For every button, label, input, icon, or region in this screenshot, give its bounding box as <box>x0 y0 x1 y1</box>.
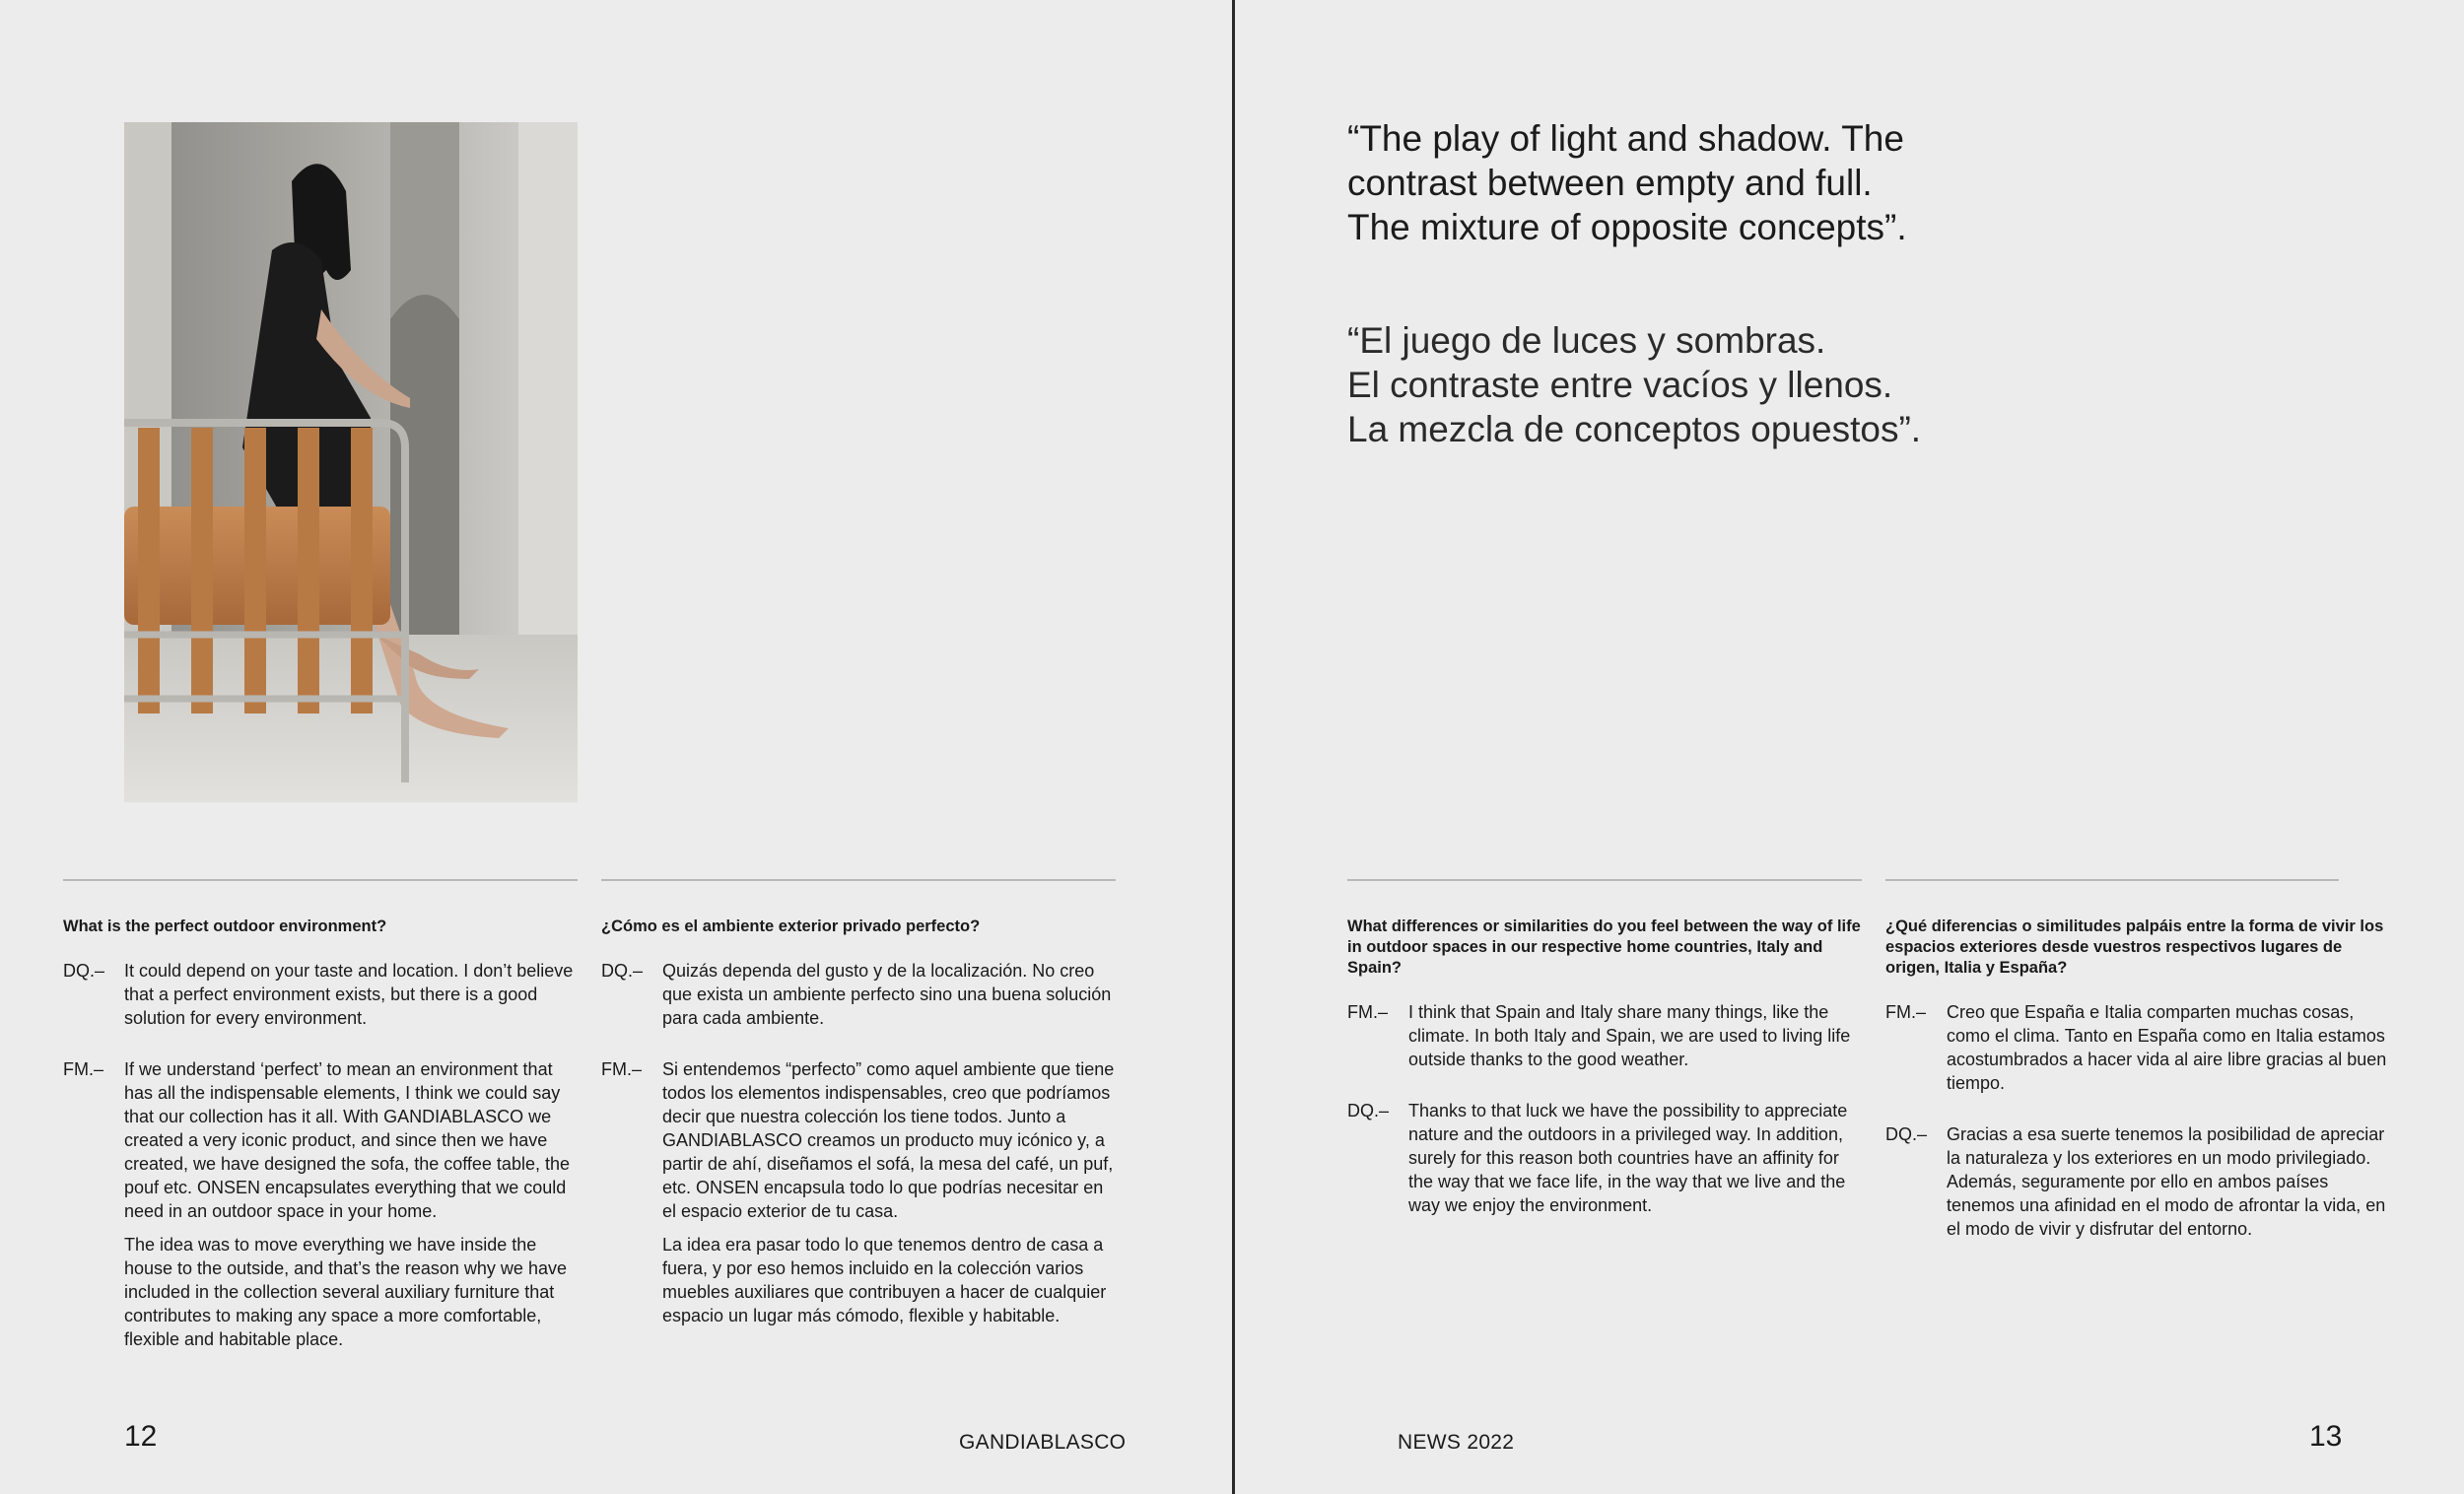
answer-paragraph: Si entendemos “perfecto” como aquel ambiente que tiene todos los elementos indispensables, creo que podríamos decir que nuestra colección los tiene todos. Junto a GANDIABLASCO creamos un producto muy icónico y, a partir de ahí, diseñamos el sofá, la mesa del café, un puf, etc. ONSEN encapsula todo lo que podrías necesitar en el espacio exterior de tu casa. <box>662 1059 1115 1221</box>
page-number: 13 <box>2309 1420 2343 1453</box>
column-rule <box>1347 879 1862 881</box>
answer-entry <box>63 1057 578 1351</box>
answer-paragraph: I think that Spain and Italy share many things, like the climate. In both Italy and Spain, we are used to living life outside thanks to the good weather. <box>1408 1002 1851 1069</box>
page-number: 12 <box>124 1420 158 1453</box>
column-rule <box>601 879 1116 881</box>
quote-line: contrast between empty and full. <box>1347 163 1873 203</box>
question-heading: ¿Qué diferencias o similitudes palpáis entre la forma de vivir los espacios exteriores desde vuestros respectivos lugares de origen, Italia y España? <box>1885 917 2384 977</box>
quote-line: “El juego de luces y sombras. <box>1347 320 1826 361</box>
quote-line: El contraste entre vacíos y llenos. <box>1347 365 1893 405</box>
interview-column-english <box>1347 879 1862 1217</box>
speaker-label: DQ.– <box>1885 1124 1928 1144</box>
interview-column-spanish <box>1885 879 2400 1241</box>
answer-paragraph: Gracias a esa suerte tenemos la posibilidad de apreciar la naturaleza y los exteriores en un modo privilegiado. Además, seguramente por ello en ambos países tenemos una afinidad en el modo de afrontar la vida, en el modo de vivir y disfrutar del entorno. <box>1947 1124 2386 1239</box>
answer-entry <box>63 959 578 1030</box>
speaker-label: FM.– <box>1885 1002 1927 1022</box>
answer-paragraph: La idea era pasar todo lo que tenemos dentro de casa a fuera, y por eso hemos incluido en la colección varios muebles auxiliares que contribuyen a hacer de cualquier espacio un lugar más cómodo, flexible y habitable. <box>662 1235 1107 1325</box>
answer-paragraph: The idea was to move everything we have inside the house to the outside, and that’s the reason why we have included in the collection several auxiliary furniture that contributes to making any space a more comfortable, flexible and habitable place. <box>124 1235 567 1349</box>
answer-paragraph: Thanks to that luck we have the possibility to appreciate nature and the outdoors in a privileged way. In addition, surely for this reason both countries have an affinity for the way that we face life, in the way that we live and the way we enjoy the environment. <box>1408 1101 1848 1215</box>
pull-quote-english <box>1347 116 2234 249</box>
interview-column-spanish <box>601 879 1116 1327</box>
question-heading: What differences or similarities do you feel between the way of life in outdoor spaces in our respective home countries, Italy and Spain? <box>1347 917 1861 977</box>
woman-on-chair-photo <box>124 122 578 802</box>
column-rule <box>1885 879 2339 881</box>
answer-entry <box>601 1057 1116 1327</box>
answer-entry <box>1347 1099 1862 1217</box>
answer-entry <box>601 959 1116 1030</box>
speaker-label: FM.– <box>63 1059 104 1079</box>
question-heading: What is the perfect outdoor environment? <box>63 917 387 935</box>
speaker-label: DQ.– <box>63 961 105 981</box>
running-title: GANDIABLASCO <box>959 1431 1127 1454</box>
answer-paragraph: It could depend on your taste and location. I don’t believe that a perfect environment exists, but there is a good solution for every environment. <box>124 961 574 1028</box>
answer-paragraph: If we understand ‘perfect’ to mean an environment that has all the indispensable elements, I think we could say that our collection has it all. With GANDIABLASCO we created a very iconic product, and since then we have created, we have designed the sofa, the coffee table, the pouf etc. ONSEN encapsulates everything that we could need in an outdoor space in your home. <box>124 1059 570 1221</box>
answer-entry <box>1885 1000 2400 1095</box>
answer-entry <box>1347 1000 1862 1071</box>
answer-entry <box>1885 1122 2400 1241</box>
speaker-label: DQ.– <box>1347 1101 1390 1120</box>
question-heading: ¿Cómo es el ambiente exterior privado perfecto? <box>601 917 981 935</box>
running-title: NEWS 2022 <box>1398 1431 1515 1454</box>
quote-line: The mixture of opposite concepts”. <box>1347 207 1907 247</box>
speaker-label: FM.– <box>1347 1002 1389 1022</box>
column-rule <box>63 879 578 881</box>
quote-line: “The play of light and shadow. The <box>1347 118 1904 159</box>
speaker-label: DQ.– <box>601 961 644 981</box>
speaker-label: FM.– <box>601 1059 643 1079</box>
pull-quote-spanish <box>1347 318 2234 451</box>
quote-line: La mezcla de conceptos opuestos”. <box>1347 409 1922 449</box>
interview-column-english <box>63 879 578 1351</box>
answer-paragraph: Creo que España e Italia comparten muchas cosas, como el clima. Tanto en España como en Italia estamos acostumbrados a hacer vida al aire libre gracias al buen tiempo. <box>1947 1002 2387 1093</box>
right-page <box>1235 0 2464 1494</box>
answer-paragraph: Quizás dependa del gusto y de la localización. No creo que exista un ambiente perfecto sino una buena solución para cada ambiente. <box>662 961 1112 1028</box>
